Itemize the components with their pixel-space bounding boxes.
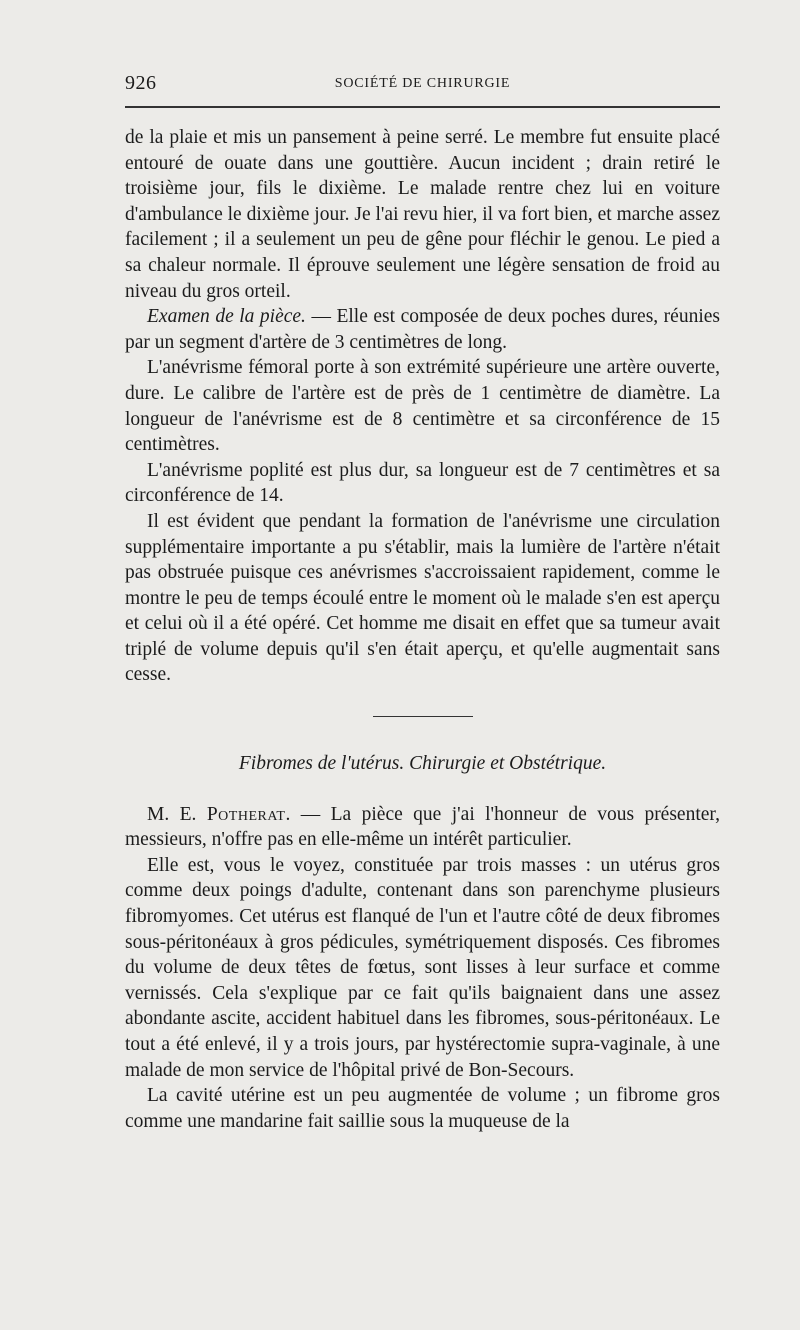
paragraph-evident: Il est évident que pendant la formation de l'anévrisme une circulation supplémentaire importante a pu s'établir, mais la lumière de l'artère n'était pas obstruée puisque ces anévrismes s'accroissaient rapidement, comme le montre le peu de temps écoulé entre le moment où le malade s'en est aperçu et celui où il a été opéré. Cet homme me disait en effet que sa tumeur avait triplé de volume depuis qu'il s'en était aperçu, et qu'elle augmentait sans cesse. bbox=[125, 510, 720, 686]
page-header bbox=[125, 72, 720, 98]
paragraph-potherat bbox=[125, 802, 720, 853]
section-divider bbox=[373, 716, 473, 717]
paragraph-continuation: de la plaie et mis un pansement à peine serré. Le membre fut ensuite placé entouré de ouate dans une gouttière. Aucun incident ; drain retiré le troisième jour, fils le dixième. Le malade rentre chez lui en voiture d'ambulance le dixième jour. Je l'ai revu hier, il va fort bien, et marche assez facilement ; il a seulement un peu de gêne pour fléchir le genou. Le pied a sa chaleur normale. Il éprouve seulement une légère sensation de froid au niveau du gros orteil. bbox=[125, 127, 720, 302]
potherat-text: . — La pièce que j'ai l'honneur de vous présenter, messieurs, n'offre pas en elle-même un intérêt particulier. bbox=[125, 803, 720, 851]
speaker-name: Potherat bbox=[206, 803, 286, 825]
paragraph-cavite: La cavité utérine est un peu augmentée de volume ; un fibrome gros comme une mandarine fait saillie sous la muqueuse de la bbox=[125, 1085, 720, 1132]
examen-text: — Elle est composée de deux poches dures, réunies par un segment d'artère de 3 centimètres de long. bbox=[125, 306, 720, 353]
running-head: SOCIÉTÉ DE CHIRURGIE bbox=[334, 76, 511, 91]
page-number: 926 bbox=[125, 72, 157, 94]
paragraph-femoral: L'anévrisme fémoral porte à son extrémité supérieure une artère ouverte, dure. Le calibre de l'artère est de près de 1 centimètre de diamètre. La longueur de l'anévrisme est de 8 centimètre et sa circonférence de 15 centimètres. bbox=[125, 357, 720, 456]
paragraph-masses: Elle est, vous le voyez, constituée par trois masses : un utérus gros comme deux poings d'adulte, contenant dans son parenchyme plusieurs fibromyomes. Cet utérus est flanqué de l'un et l'autre côté de deux fibromes sous-péritonéaux à gros pédicules, symétriquement disposés. Ces fibromes du volume de deux têtes de fœtus, sont lisses à leur surface et comme vernissés. Cela s'explique par ce fait qu'ils baignaient dans une assez abondante ascite, accident habituel dans les fibromes, sous-péritonéaux. Le tout a été enlevé, il y a trois jours, par hystérectomie supra-vaginale, à une malade de mon service de l'hôpital privé de Bon-Secours. bbox=[125, 854, 720, 1081]
paragraph-examen bbox=[125, 304, 720, 355]
paragraph-poplite: L'anévrisme poplité est plus dur, sa longueur est de 7 centimètres et sa circonférence de 14. bbox=[125, 459, 720, 507]
header-rule bbox=[125, 106, 720, 108]
section-title: Fibromes de l'utérus. Chirurgie et Obstétrique. bbox=[238, 753, 607, 775]
examen-lead: Examen de la pièce. bbox=[147, 306, 306, 328]
body-text bbox=[125, 125, 720, 1134]
speaker-prefix: M. E. bbox=[147, 803, 207, 825]
